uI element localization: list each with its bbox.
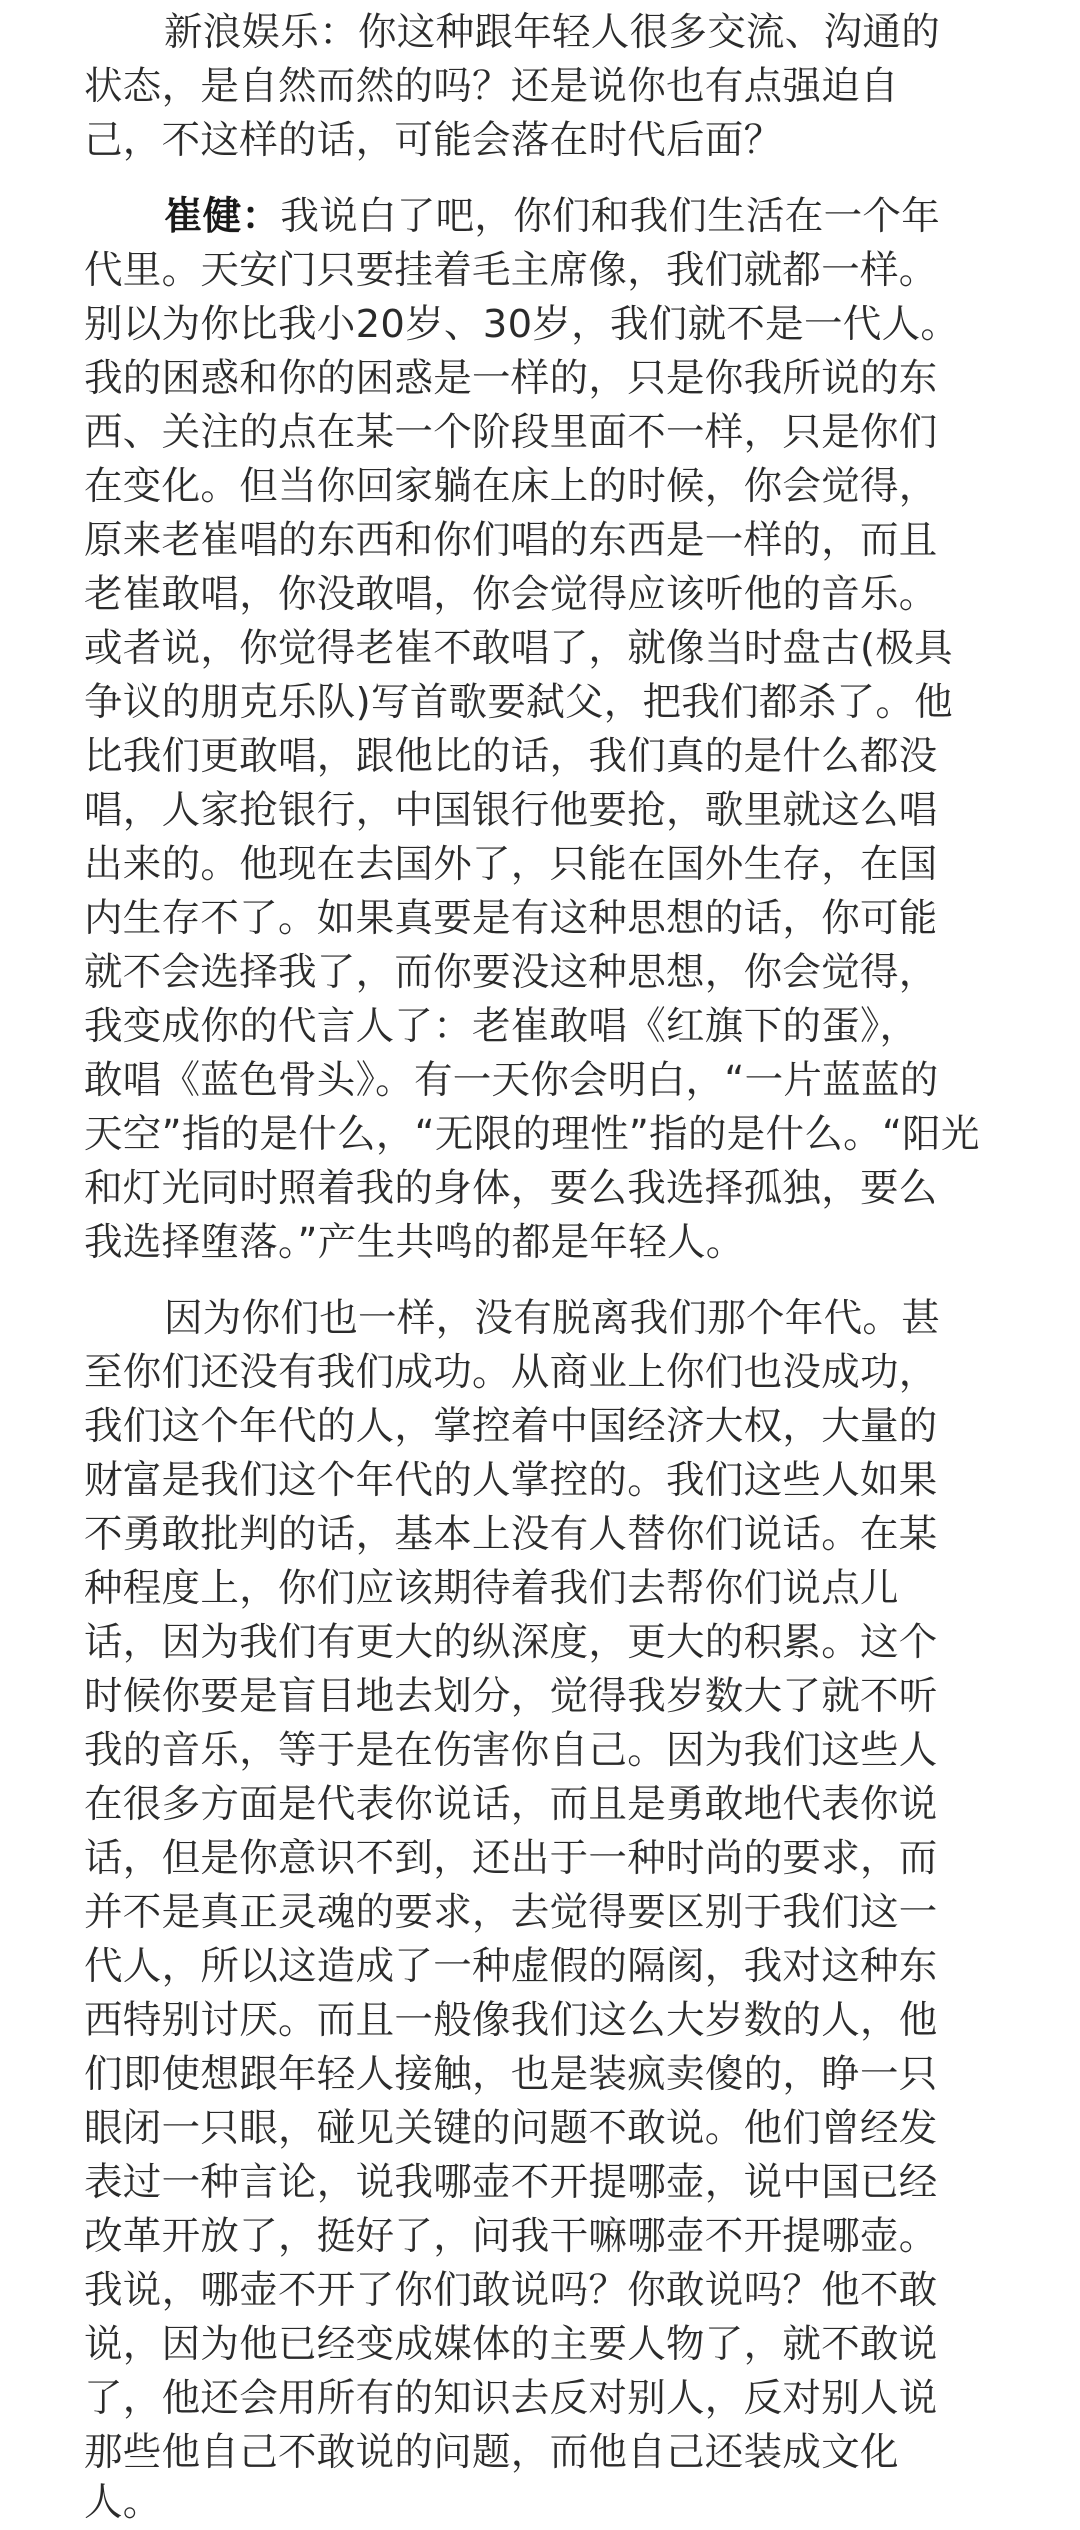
text-line: 人。: [84, 2480, 162, 2525]
text-line: 至你们还没有我们成功。从商业上你们也没成功，: [84, 1350, 938, 1395]
text-line: 我说，哪壶不开了你们敢说吗？你敢说吗？他不敢: [84, 2268, 938, 2313]
text-line: 眼闭一只眼，碰见关键的问题不敢说。他们曾经发: [84, 2106, 938, 2151]
text-line: 了，他还会用所有的知识去反对别人，反对别人说: [84, 2376, 938, 2421]
text-line: 我变成你的代言人了：老崔敢唱《红旗下的蛋》，: [84, 1004, 919, 1049]
text-line: 并不是真正灵魂的要求，去觉得要区别于我们这一: [84, 1890, 938, 1935]
text-line: 原来老崔唱的东西和你们唱的东西是一样的，而且: [84, 518, 938, 563]
text-line: 因为你们也一样，没有脱离我们那个年代。甚: [164, 1296, 941, 1341]
text-line: 说，因为他已经变成媒体的主要人物了，就不敢说: [84, 2322, 938, 2367]
text-line: 时候你要是盲目地去划分，觉得我岁数大了就不听: [84, 1674, 938, 1719]
text-line: 己，不这样的话，可能会落在时代后面？: [84, 118, 783, 163]
text-line: 别以为你比我小20岁、30岁，我们就不是一代人。: [84, 302, 960, 347]
text-line: 我们这个年代的人，掌控着中国经济大权，大量的: [84, 1404, 938, 1449]
text-line: 就不会选择我了，而你要没这种思想，你会觉得，: [84, 950, 938, 995]
text-line: [164, 190, 1080, 244]
text-line: 比我们更敢唱，跟他比的话，我们真的是什么都没: [84, 734, 938, 779]
text-line: 西、关注的点在某一个阶段里面不一样，只是你们: [84, 410, 938, 455]
text-line: 我的困惑和你的困惑是一样的，只是你我所说的东: [84, 356, 938, 401]
text-line: 代人，所以这造成了一种虚假的隔阂，我对这种东: [84, 1944, 938, 1989]
text-line: 我的音乐，等于是在伤害你自己。因为我们这些人: [84, 1728, 938, 1773]
text-line: 内生存不了。如果真要是有这种思想的话，你可能: [84, 896, 938, 941]
text-line: 在变化。但当你回家躺在床上的时候，你会觉得，: [84, 464, 938, 509]
text-line: 话，因为我们有更大的纵深度，更大的积累。这个: [84, 1620, 938, 1665]
text-line: 种程度上，你们应该期待着我们去帮你们说点儿: [84, 1566, 899, 1611]
text-line: 财富是我们这个年代的人掌控的。我们这些人如果: [84, 1458, 938, 1503]
text-line: 新浪娱乐：你这种跟年轻人很多交流、沟通的: [164, 10, 941, 55]
text-line: 敢唱《蓝色骨头》。有一天你会明白，“一片蓝蓝的: [84, 1058, 939, 1103]
text-line: 代里。天安门只要挂着毛主席像，我们就都一样。: [84, 248, 938, 293]
text-line-content: 我说白了吧，你们和我们生活在一个年: [280, 194, 941, 239]
text-line: 天空”指的是什么，“无限的理性”指的是什么。“阳光: [84, 1112, 980, 1157]
text-line: 们即使想跟年轻人接触，也是装疯卖傻的，睁一只: [84, 2052, 938, 2097]
speaker-name: 崔健：: [164, 194, 281, 239]
text-line: 状态，是自然而然的吗？还是说你也有点强迫自: [84, 64, 899, 109]
text-line: 唱，人家抢银行，中国银行他要抢，歌里就这么唱: [84, 788, 938, 833]
text-line: 西特别讨厌。而且一般像我们这么大岁数的人，他: [84, 1998, 938, 2043]
text-line: 老崔敢唱，你没敢唱，你会觉得应该听他的音乐。: [84, 572, 938, 617]
text-line: 我选择堕落。”产生共鸣的都是年轻人。: [84, 1220, 745, 1265]
text-line: 表过一种言论，说我哪壶不开提哪壶，说中国已经: [84, 2160, 938, 2205]
text-line: 话，但是你意识不到，还出于一种时尚的要求，而: [84, 1836, 938, 1881]
text-line: 争议的朋克乐队)写首歌要弑父，把我们都杀了。他: [84, 680, 953, 725]
text-line: 改革开放了，挺好了，问我干嘛哪壶不开提哪壶。: [84, 2214, 938, 2259]
text-line: 或者说，你觉得老崔不敢唱了，就像当时盘古(极具: [84, 626, 953, 671]
text-line: 那些他自己不敢说的问题，而他自己还装成文化: [84, 2430, 899, 2475]
text-line: 出来的。他现在去国外了，只能在国外生存，在国: [84, 842, 938, 887]
text-line: 在很多方面是代表你说话，而且是勇敢地代表你说: [84, 1782, 938, 1827]
text-line: 不勇敢批判的话，基本上没有人替你们说话。在某: [84, 1512, 938, 1557]
text-line: 和灯光同时照着我的身体，要么我选择孤独，要么: [84, 1166, 938, 1211]
